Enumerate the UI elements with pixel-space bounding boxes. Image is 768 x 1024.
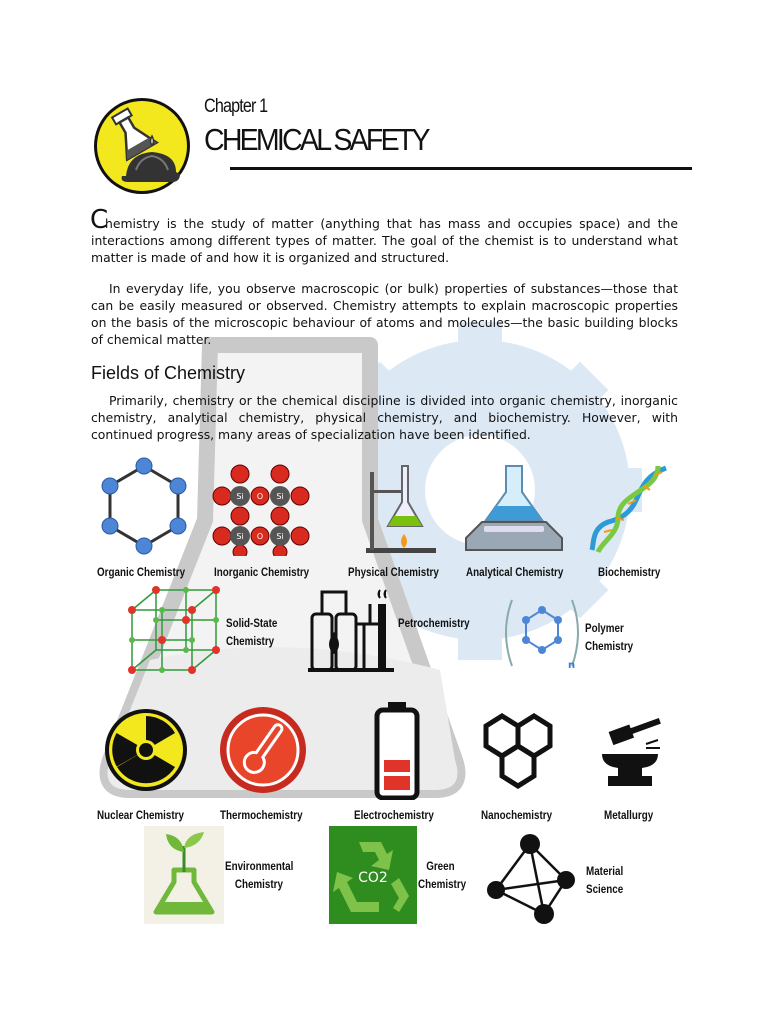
page-title: CHEMICAL SAFETY <box>204 122 428 157</box>
analytical-balance-icon <box>462 462 566 554</box>
title-underline <box>230 167 692 170</box>
label-metallurgy: Metallurgy <box>604 808 654 822</box>
radiation-icon <box>104 708 188 792</box>
label-solid-state: Solid-State Chemistry <box>226 616 278 648</box>
chemical-safety-badge-icon <box>92 96 192 196</box>
si-atom-label: Si <box>236 532 244 541</box>
eco-flask-icon <box>144 826 224 924</box>
label-analytical-chemistry: Analytical Chemistry <box>466 565 564 579</box>
intro-paragraph: hemistry is the study of matter (anything that has mass and occupies space) and the interactions among different types of matter. The goal of the chemist is to understand what matter is made of and how it is organized and structured. <box>91 216 678 265</box>
anvil-hammer-icon <box>596 714 666 790</box>
co2-text: CO2 <box>358 870 388 886</box>
dna-helix-icon <box>588 462 672 554</box>
label-material-science: Material Science <box>586 864 624 896</box>
benzene-ring-icon <box>98 456 190 556</box>
nanostructure-icon <box>474 708 560 794</box>
label-petrochemistry: Petrochemistry <box>398 616 470 630</box>
refinery-icon <box>308 584 394 674</box>
polymer-bracket-icon <box>502 594 584 672</box>
si-atom-label: Si <box>236 492 244 501</box>
label-nanochemistry: Nanochemistry <box>481 808 553 822</box>
chapter-label: Chapter 1 <box>204 96 268 117</box>
polymer-subscript-n: n <box>568 660 576 671</box>
label-electrochemistry: Electrochemistry <box>354 808 434 822</box>
macroscopic-paragraph: In everyday life, you observe macroscopic (or bulk) properties of substances—those that can be easily measured or observed. Chemistry attempts to explain macroscopic properties on the basis of the microscopic behaviour of atoms and molecules—the basic building blocks of chemical matter. <box>91 281 678 347</box>
label-inorganic-chemistry: Inorganic Chemistry <box>214 565 310 579</box>
crystal-lattice-icon <box>126 584 222 680</box>
molecular-graph-icon <box>486 832 578 926</box>
section-heading: Fields of Chemistry <box>91 363 246 383</box>
silica-lattice-icon <box>212 462 310 556</box>
label-thermochemistry: Thermochemistry <box>220 808 303 822</box>
thermometer-icon <box>219 706 307 794</box>
label-green-chemistry: Green Chemistry <box>418 859 467 891</box>
label-environmental-chemistry: Environmental Chemistry <box>225 859 294 891</box>
lab-stand-flask-icon <box>362 462 442 554</box>
label-polymer-chemistry: Polymer Chemistry <box>585 621 634 653</box>
label-physical-chemistry: Physical Chemistry <box>348 565 439 579</box>
si-atom-label: Si <box>276 532 284 541</box>
label-nuclear-chemistry: Nuclear Chemistry <box>97 808 184 822</box>
si-atom-label: Si <box>276 492 284 501</box>
battery-icon <box>374 700 420 800</box>
label-organic-chemistry: Organic Chemistry <box>97 565 186 579</box>
o-atom-label: O <box>256 532 264 541</box>
fields-paragraph: Primarily, chemistry or the chemical discipline is divided into organic chemistry, inorganic chemistry, analytical chemistry, physical chemistry, and biochemistry. However, with continued progress, many areas of specialization have been identified. <box>91 393 678 442</box>
drop-cap: C <box>90 205 109 235</box>
o-atom-label: O <box>256 492 264 501</box>
co2-recycle-icon <box>329 826 417 924</box>
label-biochemistry: Biochemistry <box>598 565 661 579</box>
